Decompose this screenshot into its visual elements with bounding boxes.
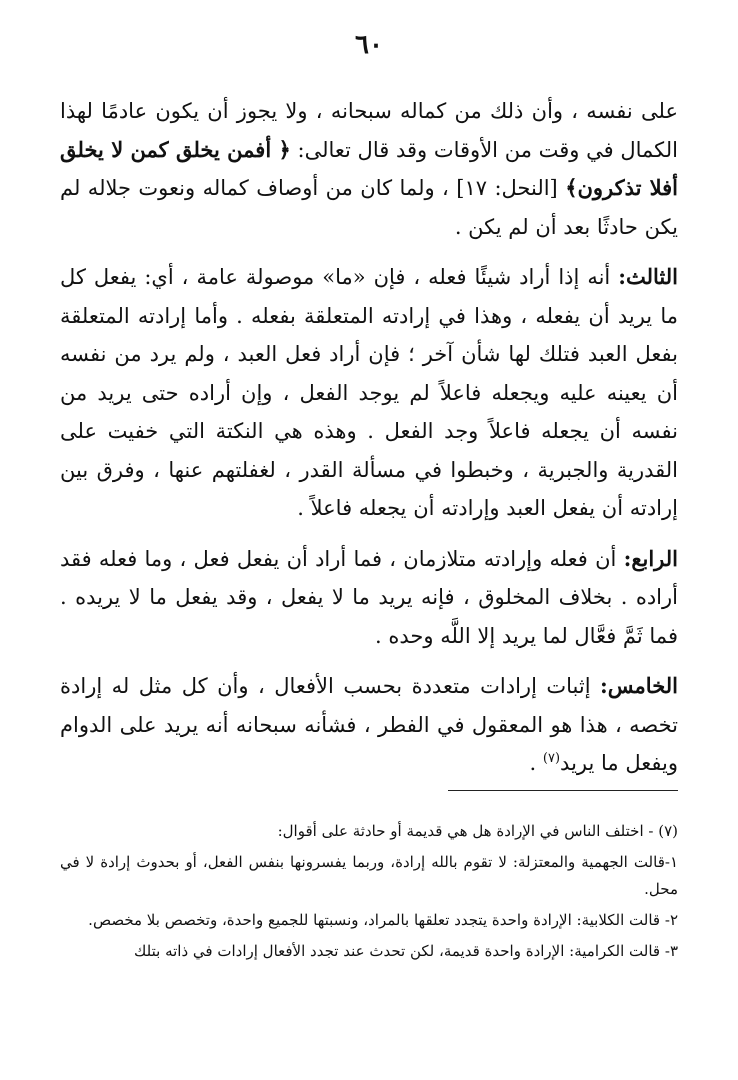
page-number: ٦٠ [355,30,383,60]
footnote-line: (٧) - اختلف الناس في الإرادة هل هي قديمة أو حادثة على أقوال: [277,822,678,840]
paragraph-fourth-heading: الرابع: [623,545,678,571]
footnote-line: ٣- قالت الكرامية: الإرادة واحدة قديمة، لكن تحدث عند تجدد الأفعال إرادات في ذاته بتلك [134,942,678,960]
paragraph-fifth-text: إثبات إرادات متعددة بحسب الأفعال ، وأن كل مثل له إرادة تخصه ، هذا هو المعقول في الفطر ، فشأنه سبحانه أنه يريد على الدوام ويفعل ما يريد [60,674,678,775]
paragraph-1-text-before: على نفسه ، وأن ذلك من كماله سبحانه ، ولا يجوز أن يكون عادمًا لهذا الكمال في وقت من الأوقات وقد قال تعالى: [60,99,678,162]
paragraph-fifth-end: . [529,751,543,775]
paragraph-fifth-heading: الخامس: [600,673,678,698]
paragraph-third-heading: الثالث: [618,264,678,289]
paragraph-third-text: أنه إذا أراد شيئًا فعله ، فإن «ما» موصولة عامة ، أي: يفعل كل ما يريد أن يفعله ، وهذا في إرادته المتعلقة بفعله . وأما إرادته المتعلقة بفعل العبد فتلك لها شأن آخر ؛ فإن أراد فعل العبد ، ولم يرد من نفسه أن يعينه عليه ويجعله فاعلاً لم يوجد الفعل ، وإن أراده حتى يريد من نفسه أن يجعله فاعلاً وجد الفعل . وهذه هي النكتة التي خفيت على القدرية والجبرية ، وخبطوا في مسألة القدر ، لغفلتهم عنها ، وفرق بين إرادته أن يفعل العبد وإرادته أن يجعله فاعلاً . [60,265,678,520]
paragraph-third [60,258,678,528]
footnote-reference: (٧) [542,751,561,766]
main-text [60,92,678,795]
footnotes [60,818,678,969]
paragraph-1-text-after: [النحل: ١٧] ، ولما كان من أوصاف كماله ونعوت جلاله لم يكن حادثًا بعد أن لم يكن . [60,176,678,239]
paragraph-fourth-text: أن فعله وإرادته متلازمان ، فما أراد أن يفعل فعل ، وما فعله فقد أراده . بخلاف المخلوق ، فإنه يريد ما لا يفعل ، وقد يفعل ما لا يريده . فما ثَمَّ فعَّال لما يريد إلا اللَّه وحده . [60,546,678,648]
footnote-line: ١-قالت الجهمية والمعتزلة: لا تقوم بالله إرادة، وربما يفسرونها بنفس الفعل، أو بحدوث إرادة لا في محل. [60,853,678,898]
paragraph-1 [60,92,678,246]
paragraph-fourth [60,540,678,656]
quran-verse: ﴿ أفمن يخلق كمن لا يخلق أفلا تذكرون﴾ [60,136,678,200]
footnote-line: ٢- قالت الكلابية: الإرادة واحدة يتجدد تعلقها بالمراد، ونسبتها للجميع واحدة، وتخصص بلا مخصص. [88,911,678,929]
footnote-divider [448,790,678,791]
paragraph-fifth [60,667,678,783]
